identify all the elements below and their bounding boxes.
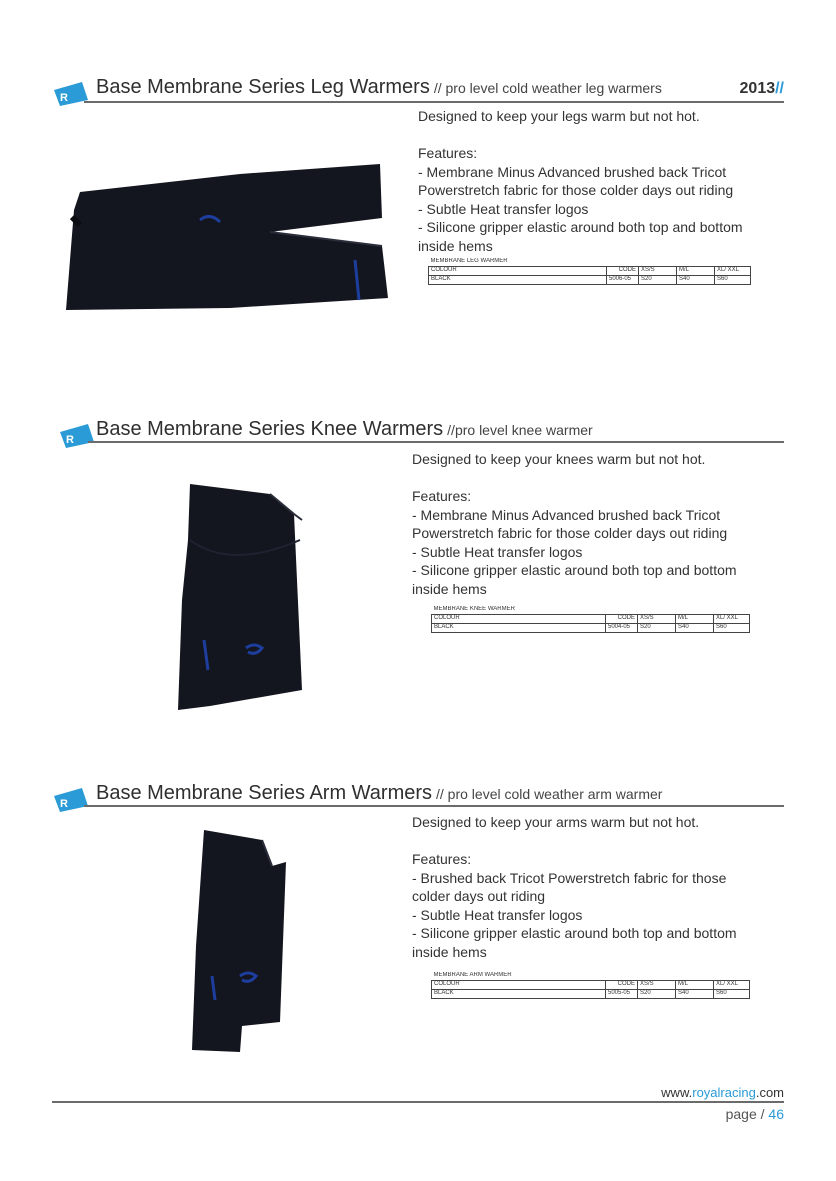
website-link[interactable]: www.royalracing.com: [661, 1085, 784, 1100]
section-rule: [88, 441, 784, 443]
table-header-row: COLOUR CODE XS/S M/L XL/ XXL: [432, 981, 750, 990]
leg-warmer-image: [60, 150, 396, 320]
product-title: Base Membrane Series Knee Warmers //pro level knee warmer: [96, 418, 593, 440]
arm-warmer-image: [176, 826, 296, 1054]
table-title-row: MEMBRANE ARM WARMER: [432, 972, 750, 981]
svg-text:R: R: [60, 798, 68, 810]
table-row: BLACK 5006-05 S20 S40 S60: [429, 276, 751, 285]
section-header-leg: [52, 76, 792, 108]
product-description: Designed to keep your arms warm but not hot. Features: - Brushed back Tricot Powerstretch fabric for those colder days out riding - Subtle Heat transfer logos - Silicone gripper elastic around both top and bottom inside hems: [412, 814, 737, 960]
section-rule: [84, 805, 784, 807]
size-table: [431, 606, 750, 633]
year-label: 2013//: [739, 80, 784, 97]
product-subtitle: // pro level cold weather arm warmer: [436, 786, 663, 802]
footer-rule: [52, 1101, 784, 1103]
svg-text:R: R: [66, 434, 74, 446]
section-header-arm: [52, 782, 792, 814]
page-number: page / 46: [725, 1106, 784, 1122]
knee-warmer-image: [170, 480, 310, 712]
table-header-row: COLOUR CODE XS/S M/L XL/ XXL: [432, 615, 750, 624]
svg-text:R: R: [60, 92, 68, 104]
product-title: Base Membrane Series Leg Warmers // pro level cold weather leg warmers: [96, 76, 662, 98]
product-description: Designed to keep your knees warm but not hot. Features: - Membrane Minus Advanced brushed back Tricot Powerstretch fabric for those colder days out riding - Subtle Heat transfer logos - Silicone gripper elastic around both top and bottom inside hems: [412, 451, 737, 597]
product-title: Base Membrane Series Arm Warmers // pro level cold weather arm warmer: [96, 782, 663, 804]
product-subtitle: //pro level knee warmer: [447, 422, 593, 438]
royal-logo-icon: [58, 422, 96, 448]
table-row: BLACK 5004-05 S20 S40 S60: [432, 624, 750, 633]
size-table: [431, 972, 750, 999]
table-row: BLACK 5005-05 S20 S40 S60: [432, 990, 750, 999]
royal-logo-icon: [52, 786, 90, 812]
section-rule: [84, 101, 784, 103]
size-table: [428, 258, 751, 285]
table-title-row: MEMBRANE LEG WARMER: [429, 258, 751, 267]
product-subtitle: // pro level cold weather leg warmers: [433, 80, 662, 96]
table-title-row: MEMBRANE KNEE WARMER: [432, 606, 750, 615]
section-header-knee: [52, 418, 792, 450]
product-description: Designed to keep your legs warm but not hot. Features: - Membrane Minus Advanced brushed back Tricot Powerstretch fabric for those colder days out riding - Subtle Heat transfer logos - Silicone gripper elastic around both top and bottom inside hems: [418, 108, 743, 254]
table-header-row: COLOUR CODE XS/S M/L XL/ XXL: [429, 267, 751, 276]
